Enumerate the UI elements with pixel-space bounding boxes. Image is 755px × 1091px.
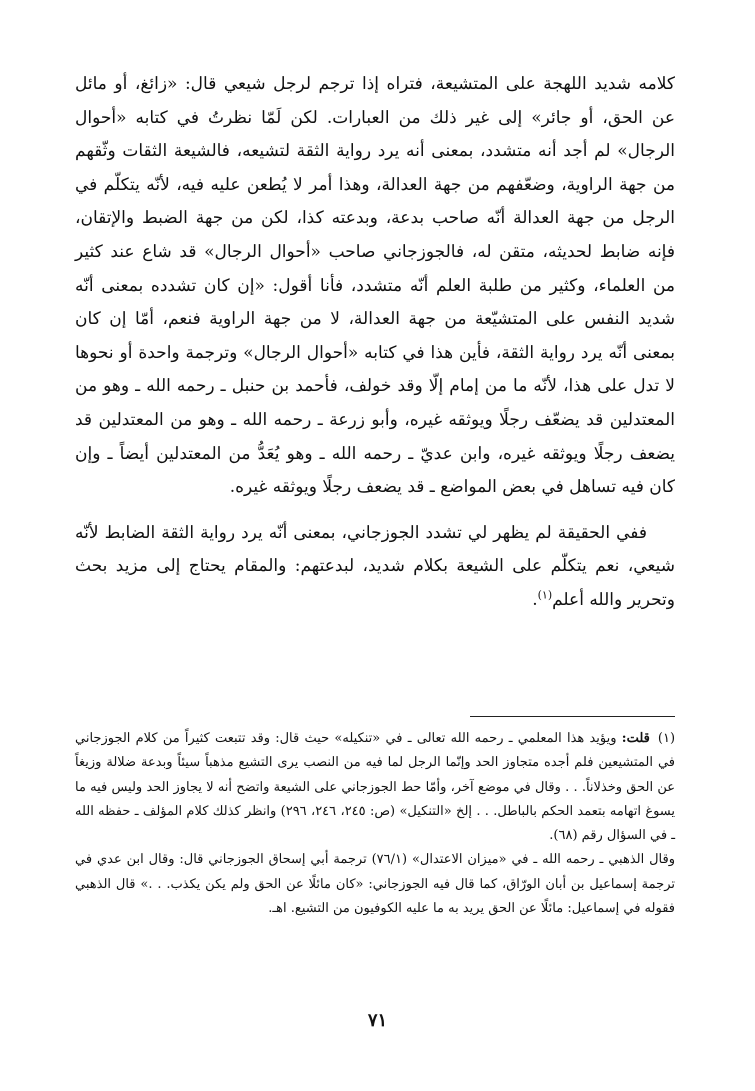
footnote-text-1: ويؤيد هذا المعلمي ـ رحمه الله تعالى ـ في «تنكيله» حيث قال: وقد تتبعت كثيراً من كلام الجوزجاني في المتشيعين فلم أجده متجاوز الحد وإنّما الرجل لما فيه من النصب يرى التشيع مذهباً سيئاً وبدعة ضلالة وزيغاً عن الحق وخذلاناً. . . وقال في موضع آخر، وأمّا حط الجوزجاني على الشيعة واتضح أنه لا يجاوز الحد وليس فيه ما يسوغ اتهامه بتعمد الحكم بالباطل. . . إلخ «التنكيل» (ص: ٢٤٥، ٢٤٦، ٢٩٦) وانظر كذلك كلام المؤلف ـ حفظه الله ـ في السؤال رقم (٦٨). — [75, 731, 676, 844]
paragraph-2-end: . — [532, 589, 538, 610]
footnote — [75, 727, 675, 921]
footnote-paragraph-2: وقال الذهبي ـ رحمه الله ـ في «ميزان الاعتدال» (٧٦/١) ترجمة أبي إسحاق الجوزجاني قال: وقال ابن عدي في ترجمة إسماعيل بن أبان الورّاق، كما قال فيه الجوزجاني: «كان مائلًا عن الحق ولم يكن يكذب. . .» قال الذهبي فقوله في إسماعيل: مائلًا عن الحق يريد به ما عليه الكوفيون من التشيع. اهـ. — [75, 852, 675, 917]
page-number: ٧١ — [367, 1010, 388, 1031]
paragraph-2-text: ففي الحقيقة لم يظهر لي تشدد الجوزجاني، بمعنى أنّه يرد رواية الثقة الضابط لأنّه شيعي، نعم يتكلّم على الشيعة بكلام شديد، لبدعتهم: والمقام يحتاج إلى مزيد بحث وتحرير والله أعلم — [75, 522, 675, 610]
footnote-number: (١) — [657, 731, 676, 746]
footnote-separator — [470, 716, 675, 717]
footnote-label: قلت: — [621, 731, 650, 746]
paragraph-2 — [75, 517, 675, 618]
footnote-marker: (١) — [537, 588, 553, 602]
footnote-paragraph-1 — [75, 727, 675, 848]
paragraph-1: كلامه شديد اللهجة على المتشيعة، فتراه إذا ترجم لرجل شيعي قال: «زائغ، أو مائل عن الحق، أو جائر» إلى غير ذلك من العبارات. لكن لَمّا نظرتُ في كتابه «أحوال الرجال» لم أجد أنه متشدد، بمعنى أنه يرد رواية الثقة لتشيعه، فالشيعة الثقات وثّقهم من جهة الراوية، وضعّفهم من جهة العدالة، وهذا أمر لا يُطعن عليه فيه، لأنّه يتكلّم في الرجل من جهة العدالة أنّه صاحب بدعة، وبدعته كذا، لكن من جهة الضبط والإتقان، فإنه ضابط لحديثه، متقن له، فالجوزجاني صاحب «أحوال الرجال» قد شاع عند كثير من العلماء، وكثير من طلبة العلم أنّه متشدد، فأنا أقول: «إن كان تشدده بمعنى أنّه شديد النفس على المتشيّعة من جهة العدالة، لا من جهة الراوية فنعم، أمّا إن كان بمعنى أنّه يرد رواية الثقة، فأين هذا في كتابه «أحوال الرجال» وترجمة واحدة أو نحوها لا تدل على هذا، لأنّه ما من إمام إلّا وقد خولف، فأحمد بن حنبل ـ رحمه الله ـ وهو من المعتدلين قد يضعّف رجلًا ويوثقه غيره، وأبو زرعة ـ رحمه الله ـ وهو من المعتدلين قد يضعف رجلًا ويوثقه غيره، وابن عديّ ـ رحمه الله ـ وهو يُعَدُّ من المعتدلين أيضاً ـ وإن كان فيه تساهل في بعض المواضع ـ قد يضعف رجلًا ويوثقه غيره. — [75, 74, 675, 498]
main-text — [75, 68, 675, 618]
